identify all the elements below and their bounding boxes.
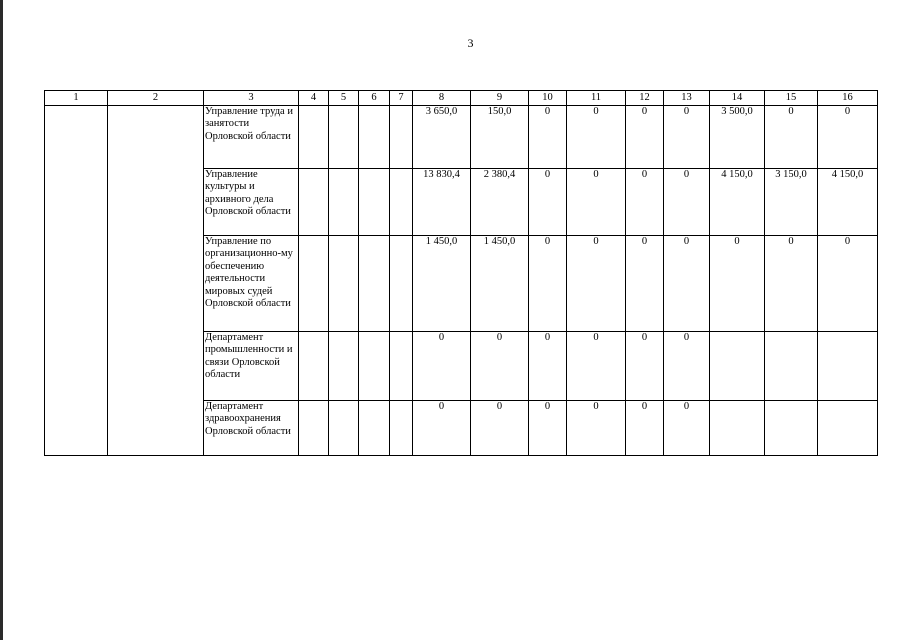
cell-col-15: 3 150,0 <box>765 169 818 236</box>
column-header: 11 <box>567 91 626 106</box>
cell-col-4 <box>299 401 329 456</box>
cell-col-13: 0 <box>664 401 710 456</box>
cell-col-12: 0 <box>626 332 664 401</box>
cell-col-8: 3 650,0 <box>413 106 471 169</box>
cell-col-16: 4 150,0 <box>818 169 878 236</box>
cell-col-14 <box>710 332 765 401</box>
column-header: 9 <box>471 91 529 106</box>
budget-table <box>44 90 878 456</box>
cell-col-15 <box>765 401 818 456</box>
cell-col-4 <box>299 236 329 332</box>
cell-col-13: 0 <box>664 236 710 332</box>
cell-col-8: 0 <box>413 401 471 456</box>
cell-col-11: 0 <box>567 332 626 401</box>
cell-col-11: 0 <box>567 401 626 456</box>
cell-col-10: 0 <box>529 236 567 332</box>
cell-col-10: 0 <box>529 401 567 456</box>
cell-col-16: 0 <box>818 106 878 169</box>
organization-name: Управление труда и занятости Орловской области <box>204 106 299 169</box>
organization-name: Департамент здравоохранения Орловской области <box>204 401 299 456</box>
organization-name: Департамент промышленности и связи Орловской области <box>204 332 299 401</box>
cell-col-7 <box>390 236 413 332</box>
cell-col-11: 0 <box>567 169 626 236</box>
cell-col-14: 3 500,0 <box>710 106 765 169</box>
cell-col-8: 13 830,4 <box>413 169 471 236</box>
column-header: 5 <box>329 91 359 106</box>
cell-col-8: 1 450,0 <box>413 236 471 332</box>
column-header: 4 <box>299 91 329 106</box>
cell-col-4 <box>299 169 329 236</box>
cell-col-13: 0 <box>664 332 710 401</box>
cell-col-10: 0 <box>529 332 567 401</box>
cell-col-12: 0 <box>626 106 664 169</box>
column-header: 2 <box>108 91 204 106</box>
cell-col-9: 2 380,4 <box>471 169 529 236</box>
table-row <box>45 106 878 169</box>
cell-col-16 <box>818 401 878 456</box>
cell-col-6 <box>359 401 390 456</box>
cell-col-7 <box>390 332 413 401</box>
column-header: 8 <box>413 91 471 106</box>
cell-col-15: 0 <box>765 236 818 332</box>
cell-col-6 <box>359 106 390 169</box>
column-header: 7 <box>390 91 413 106</box>
column-header: 13 <box>664 91 710 106</box>
column-header: 14 <box>710 91 765 106</box>
cell-col-5 <box>329 236 359 332</box>
cell-col-16: 0 <box>818 236 878 332</box>
cell-col-9: 1 450,0 <box>471 236 529 332</box>
organization-name: Управление по организационно-му обеспечению деятельности мировых судей Орловской области <box>204 236 299 332</box>
cell-col-15: 0 <box>765 106 818 169</box>
cell-col-4 <box>299 106 329 169</box>
column-header: 15 <box>765 91 818 106</box>
cell-col-7 <box>390 169 413 236</box>
cell-col-6 <box>359 169 390 236</box>
column-header: 10 <box>529 91 567 106</box>
cell-col-10: 0 <box>529 106 567 169</box>
cell-col-1 <box>45 106 108 456</box>
cell-col-12: 0 <box>626 169 664 236</box>
cell-col-4 <box>299 332 329 401</box>
cell-col-6 <box>359 236 390 332</box>
cell-col-7 <box>390 401 413 456</box>
cell-col-13: 0 <box>664 169 710 236</box>
cell-col-9: 0 <box>471 332 529 401</box>
cell-col-9: 0 <box>471 401 529 456</box>
cell-col-5 <box>329 401 359 456</box>
cell-col-5 <box>329 106 359 169</box>
cell-col-12: 0 <box>626 401 664 456</box>
cell-col-11: 0 <box>567 236 626 332</box>
cell-col-8: 0 <box>413 332 471 401</box>
cell-col-5 <box>329 332 359 401</box>
cell-col-13: 0 <box>664 106 710 169</box>
cell-col-11: 0 <box>567 106 626 169</box>
organization-name: Управление культуры и архивного дела Орловской области <box>204 169 299 236</box>
cell-col-14 <box>710 401 765 456</box>
column-header: 16 <box>818 91 878 106</box>
page-left-edge <box>0 0 3 640</box>
cell-col-14: 0 <box>710 236 765 332</box>
column-header: 6 <box>359 91 390 106</box>
column-header: 12 <box>626 91 664 106</box>
header-row <box>45 91 878 106</box>
cell-col-14: 4 150,0 <box>710 169 765 236</box>
cell-col-5 <box>329 169 359 236</box>
cell-col-10: 0 <box>529 169 567 236</box>
page-number: 3 <box>467 36 474 50</box>
cell-col-7 <box>390 106 413 169</box>
column-header: 3 <box>204 91 299 106</box>
cell-col-6 <box>359 332 390 401</box>
cell-col-9: 150,0 <box>471 106 529 169</box>
cell-col-2 <box>108 106 204 456</box>
column-header: 1 <box>45 91 108 106</box>
cell-col-12: 0 <box>626 236 664 332</box>
cell-col-16 <box>818 332 878 401</box>
cell-col-15 <box>765 332 818 401</box>
